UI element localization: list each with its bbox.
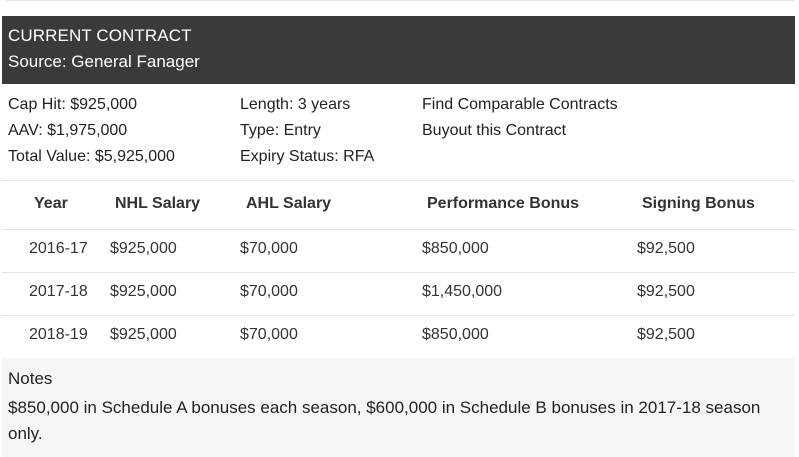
col-nhl-salary: NHL Salary [115,195,201,212]
buyout-link[interactable]: Buyout this Contract [422,122,567,139]
table-row [2,229,795,273]
cell-year: 2018-19 [29,326,88,343]
cell-year: 2016-17 [29,240,88,257]
contract-notes [2,358,795,457]
cell-signing-bonus: $92,500 [637,326,695,343]
cell-year: 2017-18 [29,283,88,300]
cell-nhl-salary: $925,000 [110,283,177,300]
col-ahl-salary: AHL Salary [246,195,332,212]
section-title: CURRENT CONTRACT [8,26,192,45]
top-divider [6,0,794,1]
table-row [2,272,795,316]
total-value: Total Value: $5,925,000 [8,148,175,165]
contract-card [2,16,795,457]
cell-nhl-salary: $925,000 [110,240,177,257]
table-row [2,315,795,359]
notes-label: Notes [8,369,53,388]
notes-text: $850,000 in Schedule A bonuses each season, $600,000 in Schedule B bonuses in 2017-18 season only. [8,398,761,443]
aav: AAV: $1,975,000 [8,122,128,139]
cell-performance-bonus: $850,000 [422,326,489,343]
cell-signing-bonus: $92,500 [637,240,695,257]
cell-performance-bonus: $1,450,000 [422,283,503,300]
contract-summary [2,84,795,180]
table-header-row [2,180,795,230]
cell-nhl-salary: $925,000 [110,326,177,343]
expiry-status: Expiry Status: RFA [240,148,375,165]
cell-ahl-salary: $70,000 [240,326,298,343]
col-performance-bonus: Performance Bonus [427,195,580,212]
cell-signing-bonus: $92,500 [637,283,695,300]
cell-ahl-salary: $70,000 [240,283,298,300]
col-year: Year [34,195,68,212]
cell-ahl-salary: $70,000 [240,240,298,257]
source-label: Source: General Fanager [8,52,200,71]
find-comparable-link[interactable]: Find Comparable Contracts [422,96,618,113]
contract-length: Length: 3 years [240,96,351,113]
contract-type: Type: Entry [240,122,321,139]
cell-performance-bonus: $850,000 [422,240,489,257]
col-signing-bonus: Signing Bonus [642,195,755,212]
cap-hit: Cap Hit: $925,000 [8,96,137,113]
contract-header [2,16,795,84]
